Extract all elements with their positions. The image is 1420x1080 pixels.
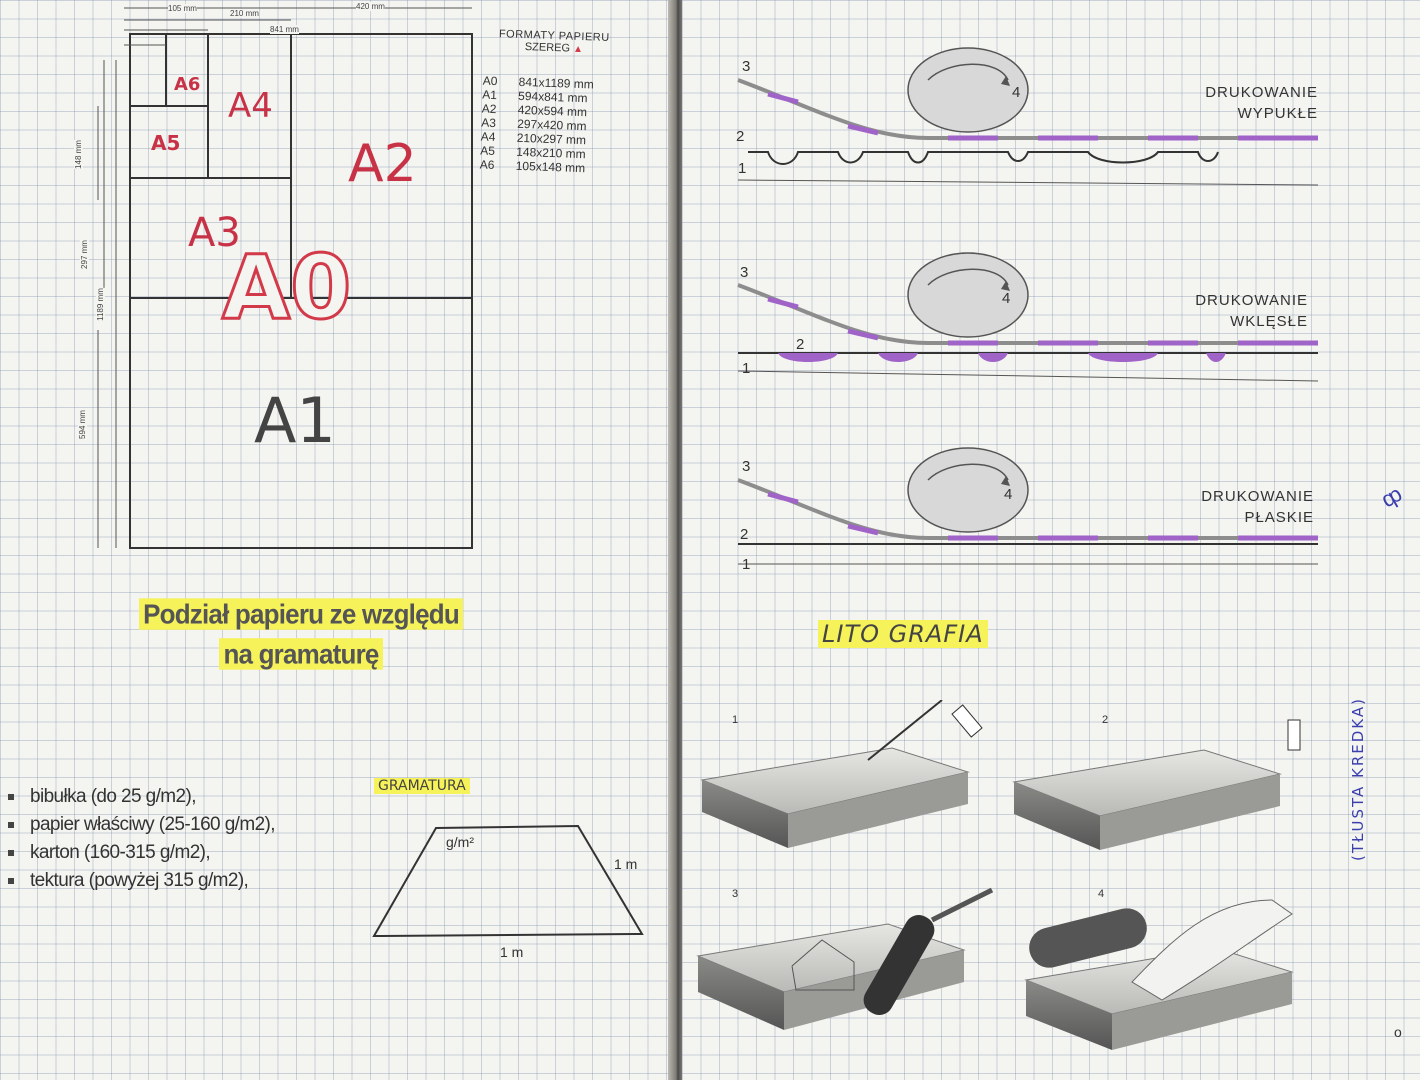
stone-step-3 xyxy=(698,890,992,1030)
paper-format-diagram xyxy=(73,0,478,560)
format-size: 148x210 mm xyxy=(515,144,586,162)
num-2: 2 xyxy=(796,336,805,353)
gramatura-diagram xyxy=(360,770,660,970)
format-size: 210x297 mm xyxy=(516,130,587,148)
lithography-steps xyxy=(692,700,1302,1070)
formats-title: FORMATY PAPIERU xyxy=(498,28,610,44)
bullet-icon xyxy=(8,822,14,828)
label-a2: A2 xyxy=(348,134,417,194)
gramatura-title: GRAMATURA xyxy=(374,778,470,794)
num-1: 1 xyxy=(742,360,751,377)
paper-formats-table xyxy=(480,28,625,177)
label-a3: A3 xyxy=(188,210,241,256)
bullet-icon xyxy=(8,850,14,856)
printing-label-relief: DRUKOWANIE WYPUKŁE xyxy=(1205,84,1318,122)
format-size: 297x420 mm xyxy=(516,116,587,134)
num-4: 4 xyxy=(1002,290,1011,307)
format-name: A1 xyxy=(481,87,498,103)
printing-label-flat: DRUKOWANIE PŁASKIE xyxy=(1201,488,1314,526)
gramature-heading xyxy=(126,594,476,674)
list-item: bibułka (do 25 g/m2), xyxy=(8,786,275,808)
list-item: tektura (powyżej 315 g/m2), xyxy=(8,870,275,892)
label-a0: A0 xyxy=(222,236,352,339)
label-a4: A4 xyxy=(228,86,273,126)
num-4: 4 xyxy=(1012,84,1021,101)
dim-841: 841 mm xyxy=(270,25,299,34)
side-label: 1 m xyxy=(614,856,638,872)
stone-step-4 xyxy=(1025,900,1292,1050)
left-notebook-page xyxy=(0,0,672,1080)
stone-step-1 xyxy=(702,700,982,848)
unit-label: g/m² xyxy=(446,834,474,850)
step-number: 2 xyxy=(1102,714,1109,726)
num-1: 1 xyxy=(742,556,751,573)
bullet-icon xyxy=(8,794,14,800)
heading-line-2: na gramaturę xyxy=(219,638,382,670)
format-size: 594x841 mm xyxy=(517,88,588,106)
dim-420: 420 mm xyxy=(356,2,385,11)
greasy-crayon-note: (TŁUSTA KREDKA) xyxy=(1349,697,1367,861)
num-3: 3 xyxy=(742,458,751,475)
format-size: 841x1189 mm xyxy=(518,74,595,92)
step-number: 3 xyxy=(732,888,739,900)
formats-rows xyxy=(480,74,623,177)
dim-297: 297 mm xyxy=(79,240,89,269)
format-size: 420x594 mm xyxy=(517,102,588,120)
num-2: 2 xyxy=(740,526,749,543)
num-3: 3 xyxy=(742,58,751,75)
format-name: A2 xyxy=(481,101,497,117)
step-number: 1 xyxy=(732,714,739,726)
list-item: papier właściwy (25-160 g/m2), xyxy=(8,814,275,836)
num-1: 1 xyxy=(738,160,747,177)
format-size: 105x148 mm xyxy=(515,158,586,176)
label-a6: A6 xyxy=(174,74,201,95)
format-name: A6 xyxy=(479,157,495,173)
printing-label-intaglio: DRUKOWANIE WKLĘSŁE xyxy=(1195,292,1308,330)
dim-1189: 1189 mm xyxy=(95,288,105,321)
dim-148: 148 mm xyxy=(73,140,83,169)
num-4: 4 xyxy=(1004,486,1013,503)
format-name: A3 xyxy=(480,115,497,131)
margin-scribble-icon: ȹ xyxy=(1376,480,1407,513)
printing-methods-diagrams xyxy=(718,40,1328,580)
num-3: 3 xyxy=(740,264,749,281)
list-item: karton (160-315 g/m2), xyxy=(8,842,275,864)
bottom-label: 1 m xyxy=(500,944,524,960)
num-2: 2 xyxy=(736,128,745,145)
label-a1: A1 xyxy=(254,384,336,457)
dim-210: 210 mm xyxy=(230,9,259,18)
format-name: A5 xyxy=(480,143,496,159)
dim-594: 594 mm xyxy=(77,410,87,439)
formats-subtitle: SZEREG xyxy=(524,41,571,55)
label-a5: A5 xyxy=(151,131,181,155)
heading-line-1: Podział papieru ze względu xyxy=(139,598,463,630)
gramature-bullet-list xyxy=(8,786,275,898)
heart-icon: ▲ xyxy=(572,43,584,56)
dim-105: 105 mm xyxy=(168,4,197,13)
margin-dot-icon: o xyxy=(1394,1024,1402,1040)
right-notebook-page xyxy=(682,0,1420,1080)
lithography-illustration xyxy=(692,700,1302,1070)
format-name: A0 xyxy=(482,73,498,89)
step-number: 4 xyxy=(1098,888,1105,900)
lithography-title: LITO GRAFIA xyxy=(818,620,988,648)
stone-step-2 xyxy=(1014,720,1300,850)
format-name: A4 xyxy=(480,129,496,145)
bullet-icon xyxy=(8,878,14,884)
